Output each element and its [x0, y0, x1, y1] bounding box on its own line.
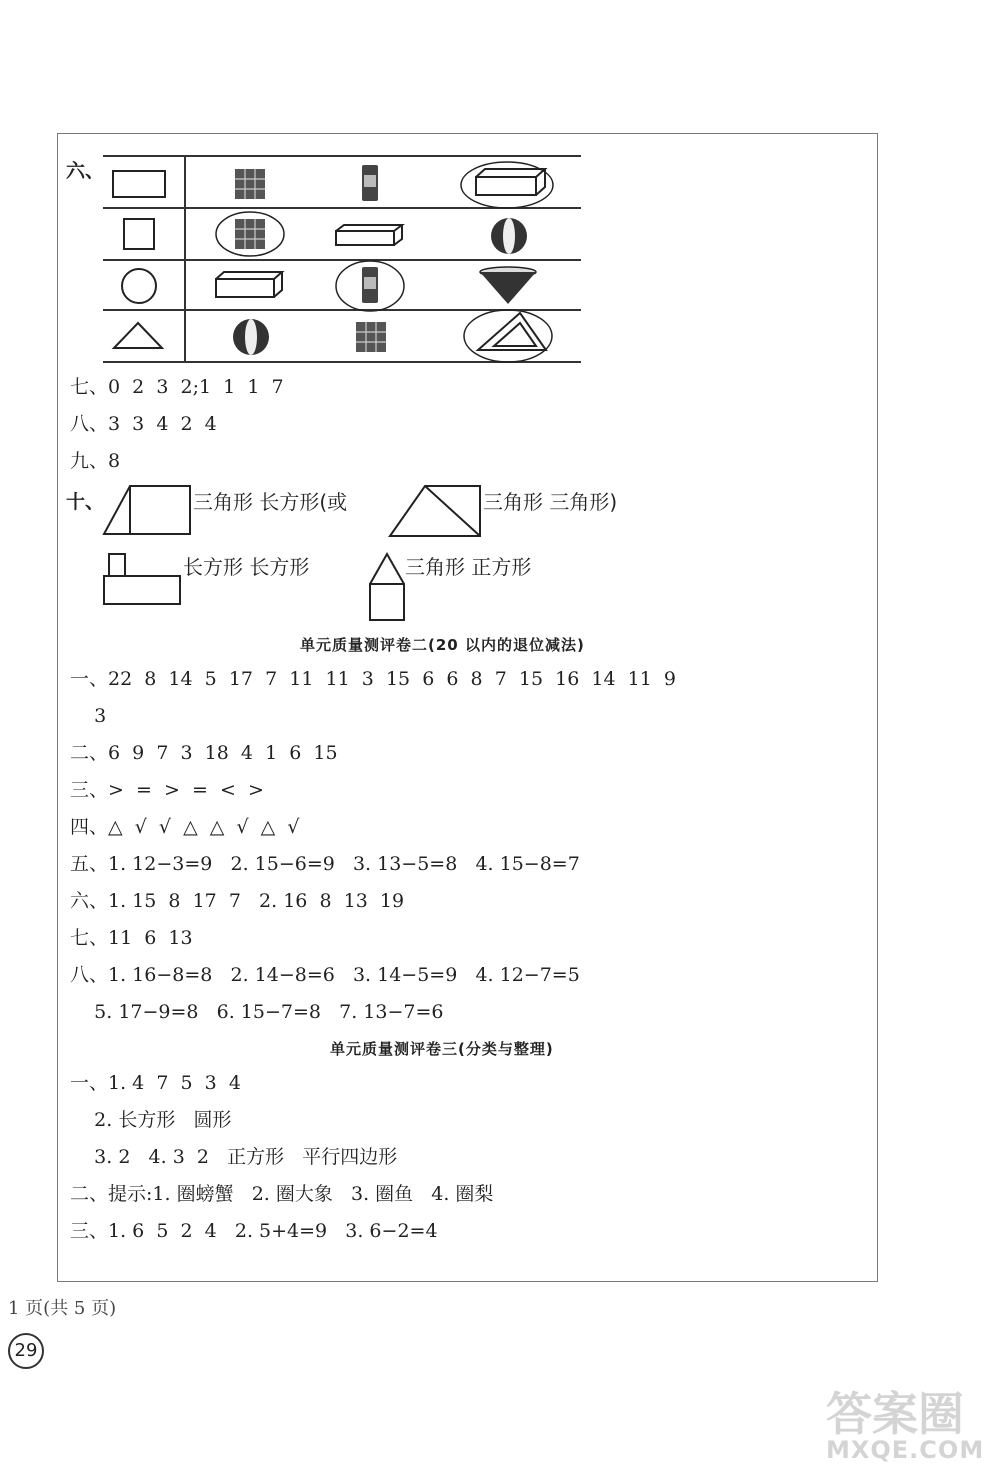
watermark-url: MXQE.COM [826, 1436, 985, 1464]
watermark-logo: 答案圈 [826, 1387, 964, 1441]
section10-answer-2: 三角形 三角形) [483, 490, 618, 514]
section9-answer: 九、8 [70, 450, 121, 472]
section7-answer: 七、0 2 3 2;1 1 1 7 [70, 376, 284, 398]
test2-heading: 单元质量测评卷二(20 以内的退位减法) [300, 636, 585, 654]
test2-line: 七、11 6 13 [70, 927, 193, 949]
test2-line: 3 [70, 705, 107, 727]
test2-line: 一、22 8 14 5 17 7 11 11 3 15 6 6 8 7 15 16 14 11 9 [70, 668, 676, 690]
section8-answer: 八、3 3 4 2 4 [70, 413, 217, 435]
test2-line: 八、1. 16−8=8 2. 14−8=6 3. 14−5=9 4. 12−7=5 [70, 964, 580, 986]
ball-icon [491, 218, 527, 254]
parallelogram-figure [390, 486, 480, 536]
test2-line: 四、△ √ √ △ △ √ △ √ [70, 816, 300, 838]
page-number-badge: 29 [8, 1333, 44, 1369]
ball-icon [233, 319, 269, 355]
rectangle-shape [113, 171, 165, 197]
test3-line: 二、提示:1. 圈螃蟹 2. 圈大象 3. 圈鱼 4. 圈梨 [70, 1183, 494, 1205]
section10-label: 十、 [66, 491, 105, 513]
test3-line: 2. 长方形 圆形 [70, 1109, 232, 1131]
shapes-figures [100, 155, 585, 365]
rubiks-cube-icon [235, 169, 265, 199]
can-icon [362, 267, 378, 303]
test3-line: 3. 2 4. 3 2 正方形 平行四边形 [70, 1146, 398, 1168]
test2-line: 5. 17−9=8 6. 15−7=8 7. 13−7=6 [70, 1001, 444, 1023]
trapezoid-figure [104, 486, 190, 534]
section10-answer-4: 三角形 正方形 [405, 555, 532, 579]
cuboid-shape [216, 272, 282, 297]
test2-line: 三、> = > = < > [70, 779, 264, 801]
section10-answer-1: 三角形 长方形(或 [193, 490, 348, 514]
cuboid-shape [476, 169, 545, 195]
test2-line: 六、1. 15 8 17 7 2. 16 8 13 19 [70, 890, 405, 912]
page-footer-text: 1 页(共 5 页) [8, 1298, 117, 1319]
rubiks-cube-icon [235, 219, 265, 249]
section10-answer-3: 长方形 长方形 [183, 555, 310, 579]
triangle-shape [114, 323, 162, 348]
test2-line: 五、1. 12−3=9 2. 15−6=9 3. 13−5=8 4. 15−8=7 [70, 853, 580, 875]
section6-label: 六、 [66, 160, 105, 182]
circle-shape [122, 269, 156, 303]
house-figure [104, 576, 180, 604]
square-shape [124, 219, 154, 249]
test3-heading: 单元质量测评卷三(分类与整理) [330, 1040, 554, 1058]
test2-line: 二、6 9 7 3 18 4 1 6 15 [70, 742, 338, 764]
can-icon [362, 165, 378, 201]
pencil-house-figure [370, 584, 404, 620]
cone-icon [480, 267, 536, 304]
triangle-ruler-icon [478, 313, 546, 350]
rubiks-cube-icon [356, 322, 386, 352]
cuboid-shape [336, 225, 402, 245]
test3-line: 一、1. 4 7 5 3 4 [70, 1072, 241, 1094]
circle-mark [464, 310, 552, 362]
test3-line: 三、1. 6 5 2 4 2. 5+4=9 3. 6−2=4 [70, 1220, 438, 1242]
